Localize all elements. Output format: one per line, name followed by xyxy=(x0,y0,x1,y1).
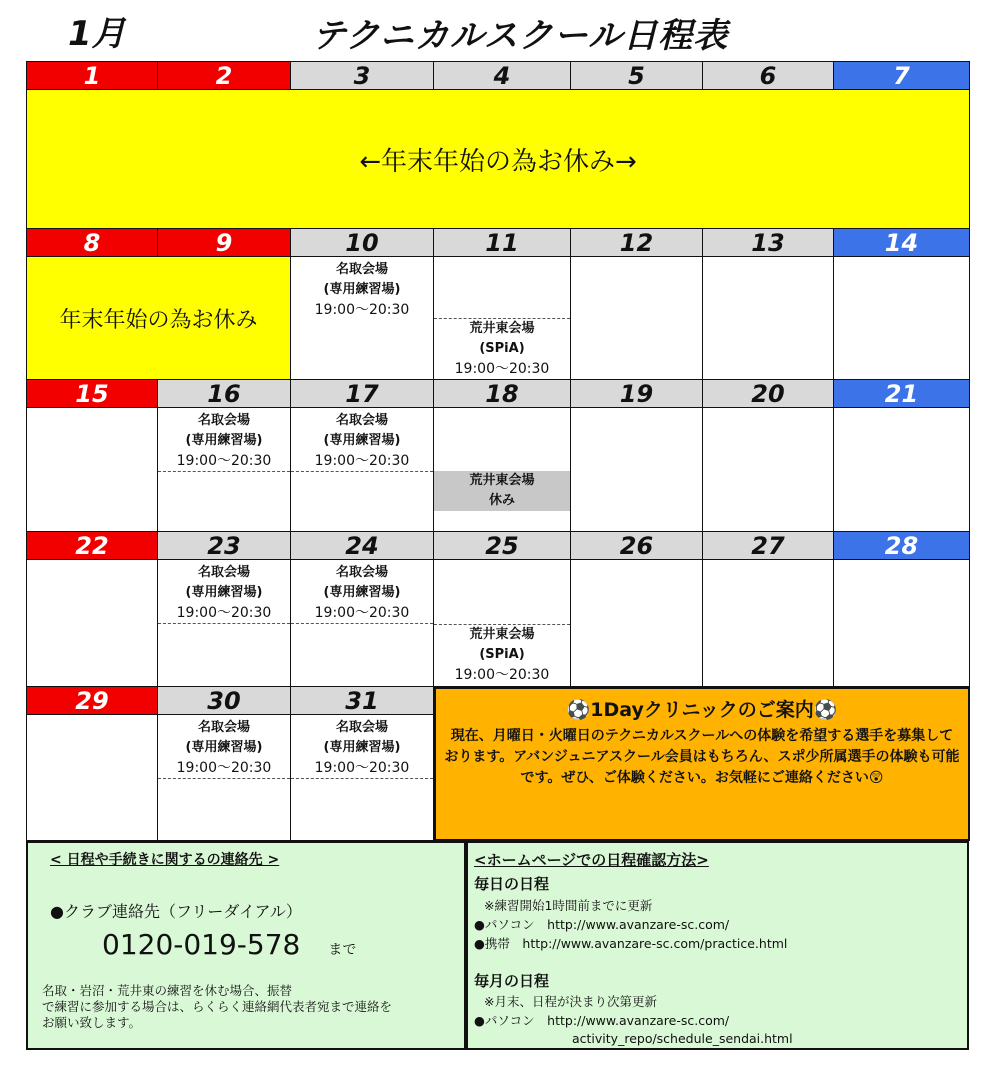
homepage-heading: <ホームページでの日程確認方法> xyxy=(474,851,709,869)
rest-label: 休み xyxy=(488,493,515,508)
day-header-31: 31 xyxy=(291,687,434,715)
clinic-panel xyxy=(434,687,970,841)
session-time: 19:00～20:30 xyxy=(314,760,410,776)
session-time: 19:00～20:30 xyxy=(454,361,550,377)
day-cell-11 xyxy=(434,257,571,380)
daily-note: ※練習開始1時間前までに更新 xyxy=(484,898,653,913)
day-header-10: 10 xyxy=(291,229,434,257)
venue-name: 名取会場 xyxy=(335,413,388,428)
day-header-26: 26 xyxy=(571,532,703,560)
day-header-7: 7 xyxy=(834,62,969,90)
day-cell-25 xyxy=(434,560,571,687)
day-header-23: 23 xyxy=(158,532,291,560)
natori-session xyxy=(291,411,433,471)
day-header-19: 19 xyxy=(571,380,703,408)
day-header-30: 30 xyxy=(158,687,291,715)
venue-sub: (専用練習場) xyxy=(185,433,263,448)
day-header-27: 27 xyxy=(703,532,834,560)
day-cell-24 xyxy=(291,560,434,687)
day-header-3: 3 xyxy=(291,62,434,90)
day-header-18: 18 xyxy=(434,380,571,408)
day-header-6: 6 xyxy=(703,62,834,90)
day-cell-16 xyxy=(158,408,291,532)
day-header-28: 28 xyxy=(834,532,969,560)
venue-name: 名取会場 xyxy=(197,720,250,735)
day-cell-23 xyxy=(158,560,291,687)
contact-note xyxy=(42,983,464,1031)
day-cell-12 xyxy=(571,257,703,380)
day-header-29: 29 xyxy=(27,687,158,715)
day-header-2: 2 xyxy=(158,62,291,90)
day-cell-29 xyxy=(27,715,158,841)
monthly-note: ※月末、日程が決まり次第更新 xyxy=(484,994,657,1009)
phone-number: 0120-019-578 xyxy=(102,928,301,961)
month-label: 1月 xyxy=(68,14,126,54)
daily-mobile-link[interactable]: ●携帯 http://www.avanzare-sc.com/practice.html xyxy=(474,936,788,951)
contact-heading: < 日程や手続きに関するの連絡先 > xyxy=(50,852,280,868)
day-cell-22 xyxy=(27,560,158,687)
day-cell-15 xyxy=(27,408,158,532)
venue-name: 名取会場 xyxy=(197,565,250,580)
club-contact-label: ●クラブ連絡先（フリーダイアル） xyxy=(50,902,302,921)
venue-name: 名取会場 xyxy=(335,565,388,580)
day-header-9: 9 xyxy=(158,229,291,257)
day-cell-28 xyxy=(834,560,969,687)
day-header-20: 20 xyxy=(703,380,834,408)
natori-session xyxy=(291,563,433,623)
monthly-pc-link-cont[interactable]: activity_repo/schedule_sendai.html xyxy=(572,1031,793,1046)
day-cell-31 xyxy=(291,715,434,841)
day-cell-18 xyxy=(434,408,571,532)
contact-note-line: で練習に参加する場合は、らくらく連絡網代表者宛まで連絡を xyxy=(42,999,393,1014)
venue-sub: (専用練習場) xyxy=(323,585,401,600)
session-time: 19:00～20:30 xyxy=(176,453,272,469)
monthly-title: 毎月の日程 xyxy=(474,972,550,990)
arai-session xyxy=(434,624,570,685)
venue-name: 荒井東会場 xyxy=(469,321,535,336)
day-header-17: 17 xyxy=(291,380,434,408)
day-cell-17 xyxy=(291,408,434,532)
day-cell-30 xyxy=(158,715,291,841)
contact-note-line: お願い致します。 xyxy=(42,1015,142,1030)
day-cell-19 xyxy=(571,408,703,532)
homepage-panel xyxy=(466,841,969,1050)
session-time: 19:00～20:30 xyxy=(314,453,410,469)
day-cell-20 xyxy=(703,408,834,532)
day-cell-21 xyxy=(834,408,969,532)
day-header-1: 1 xyxy=(27,62,158,90)
day-header-13: 13 xyxy=(703,229,834,257)
venue-sub: (専用練習場) xyxy=(323,282,401,297)
monthly-pc-link[interactable]: ●パソコン http://www.avanzare-sc.com/ xyxy=(474,1013,730,1028)
arai-rest xyxy=(434,471,570,511)
day-cell-10 xyxy=(291,257,434,380)
day-header-11: 11 xyxy=(434,229,571,257)
day-cell-26 xyxy=(571,560,703,687)
page-title: テクニカルスクール日程表 xyxy=(311,16,729,56)
session-time: 19:00～20:30 xyxy=(314,302,410,318)
venue-name: 荒井東会場 xyxy=(469,627,535,642)
day-header-8: 8 xyxy=(27,229,158,257)
holiday-banner-week1: ←年末年始の為お休み→ xyxy=(27,90,969,229)
venue-name: 名取会場 xyxy=(335,262,388,277)
venue-name: 名取会場 xyxy=(335,720,388,735)
arai-session xyxy=(434,318,570,379)
contact-panel xyxy=(26,841,466,1050)
day-header-25: 25 xyxy=(434,532,571,560)
venue-sub: (専用練習場) xyxy=(185,585,263,600)
session-time: 19:00～20:30 xyxy=(176,605,272,621)
natori-session xyxy=(158,563,290,623)
day-header-21: 21 xyxy=(834,380,969,408)
day-header-22: 22 xyxy=(27,532,158,560)
day-header-5: 5 xyxy=(571,62,703,90)
day-header-14: 14 xyxy=(834,229,969,257)
day-cell-13 xyxy=(703,257,834,380)
holiday-banner-week2: 年末年始の為お休み xyxy=(27,257,291,380)
day-header-15: 15 xyxy=(27,380,158,408)
venue-name: 名取会場 xyxy=(197,413,250,428)
venue-sub: (SPiA) xyxy=(479,341,525,356)
natori-session xyxy=(291,260,433,320)
contact-note-line: 名取・岩沼・荒井東の練習を休む場合、振替 xyxy=(42,983,293,998)
day-cell-14 xyxy=(834,257,969,380)
session-time: 19:00～20:30 xyxy=(314,605,410,621)
day-cell-27 xyxy=(703,560,834,687)
day-header-24: 24 xyxy=(291,532,434,560)
natori-session xyxy=(291,718,433,778)
session-time: 19:00～20:30 xyxy=(176,760,272,776)
venue-sub: (専用練習場) xyxy=(323,433,401,448)
day-header-16: 16 xyxy=(158,380,291,408)
clinic-title: ⚽1Dayクリニックのご案内⚽ xyxy=(566,699,838,721)
phone-suffix: まで xyxy=(328,942,357,958)
venue-sub: (SPiA) xyxy=(479,647,525,662)
day-header-4: 4 xyxy=(434,62,571,90)
day-header-12: 12 xyxy=(571,229,703,257)
natori-session xyxy=(158,718,290,778)
daily-title: 毎日の日程 xyxy=(474,875,550,893)
daily-pc-link[interactable]: ●パソコン http://www.avanzare-sc.com/ xyxy=(474,917,730,932)
venue-name: 荒井東会場 xyxy=(469,473,535,488)
venue-sub: (専用練習場) xyxy=(185,740,263,755)
session-time: 19:00～20:30 xyxy=(454,667,550,683)
phone-line xyxy=(102,928,464,961)
natori-session xyxy=(158,411,290,471)
clinic-body: 現在、月曜日・火曜日のテクニカルスクールへの体験を希望する選手を募集しております。アバンジュニアスクール会員はもちろん、スポ少所属選手の体験も可能です。ぜひ、ご体験ください。お気軽にご連絡ください😲 xyxy=(444,728,960,786)
venue-sub: (専用練習場) xyxy=(323,740,401,755)
